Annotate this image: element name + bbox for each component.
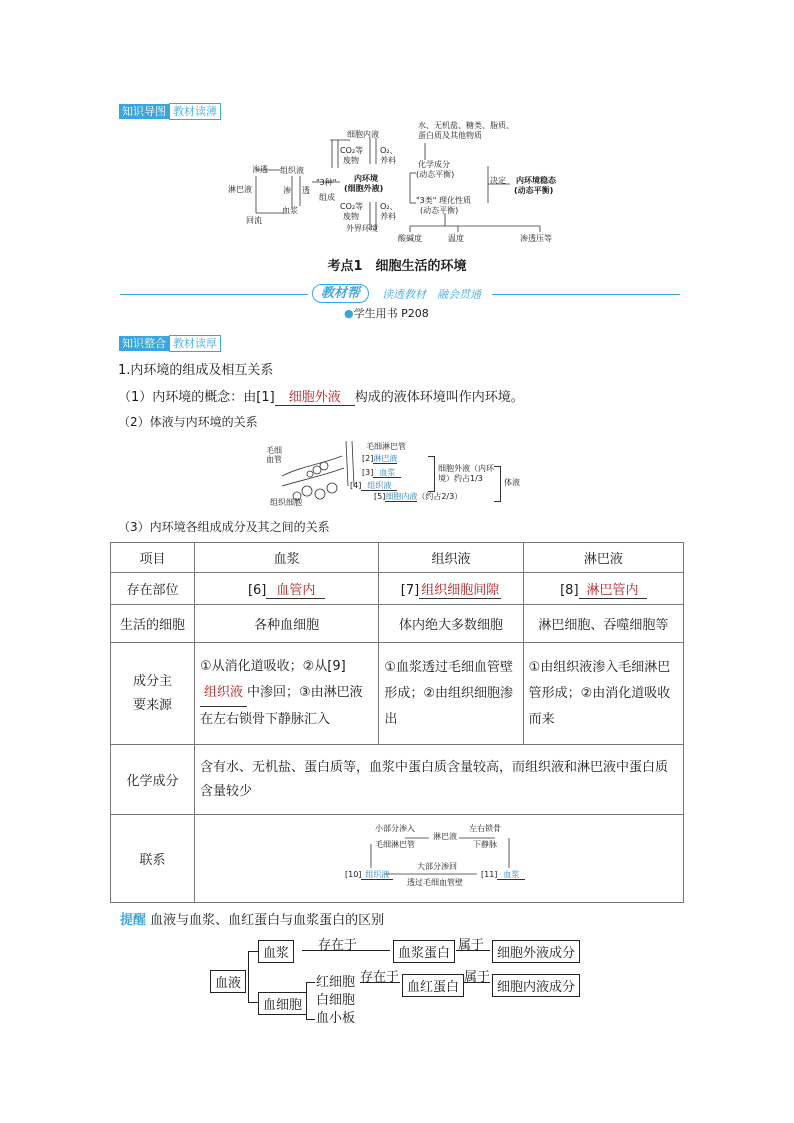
section-title: 考点1 细胞生活的环境 [327, 259, 467, 274]
student-book-ref [344, 305, 429, 321]
label-return-flow: 回流 [246, 216, 262, 225]
brace-body [494, 466, 501, 502]
label-platelet: 血小板 [316, 1011, 356, 1026]
label-through-short: 透 [302, 186, 310, 195]
fluid-row-5 [374, 492, 462, 502]
table-row-location [111, 573, 684, 605]
label-o2-top: O₂、 [380, 146, 398, 155]
num-5: [5] [374, 492, 386, 501]
label-seep-short: 渗 [283, 186, 291, 195]
cell-plasma-source [195, 643, 379, 745]
label-lymph: 淋巴液 [228, 185, 252, 194]
paragraph-2: （2）体液与内环境的关系 [118, 415, 258, 429]
table-row-link [111, 815, 684, 903]
cell-link [195, 815, 684, 903]
cell-lymph-source: ①由组织液渗入毛细淋巴管形成；②由消化道吸收而来 [523, 643, 683, 745]
link-row-10 [345, 870, 393, 880]
label-rbc: 红细胞 [316, 975, 356, 990]
header-lymph: 淋巴液 [523, 543, 683, 573]
label-compose: 组成 [319, 193, 335, 202]
header-tissue: 组织液 [379, 543, 523, 573]
header-plasma: 血浆 [195, 543, 379, 573]
label-dyn-balance-1: (动态平衡) [416, 170, 455, 179]
link-lymph-cap: 毛细淋巴管 [375, 839, 415, 849]
cell-chem: 含有水、无机盐、蛋白质等，血浆中蛋白质含量较高，而组织液和淋巴液中蛋白质含量较少 [195, 745, 684, 815]
label-exists-1: 存在于 [318, 938, 358, 953]
fluid-row-4 [350, 481, 397, 491]
cell-lymph-cells: 淋巴细胞、吞噬细胞等 [523, 605, 683, 643]
knowledge-integration-tag [119, 332, 221, 352]
label-homeostasis: 内环境稳态 [516, 176, 556, 185]
num-4: [4] [350, 481, 362, 490]
label-o2-bottom: O₂、 [380, 202, 398, 211]
answer-9: 组织液 [200, 680, 247, 707]
reminder-title: 血液与血浆、血红蛋白与血浆蛋白的区别 [150, 913, 385, 928]
box-blood-cells: 血细胞 [258, 992, 307, 1015]
paragraph-3: （3）内环境各组成成分及其之间的关系 [118, 520, 330, 534]
label-waste-top: 废物 [343, 156, 359, 165]
textbook-banner [120, 284, 680, 304]
label-three-kinds: "3种" [316, 178, 337, 187]
answer-5: 细胞内液 [385, 492, 418, 501]
label-osmotic: 渗透压等 [520, 234, 552, 243]
box-int-comp: 细胞内液成分 [492, 974, 580, 997]
label-substances-2: 蛋白质及其他物质 [418, 131, 482, 140]
num-2: [2] [362, 454, 374, 463]
table-row-chem [111, 745, 684, 815]
label-waste-bottom: 废物 [343, 212, 359, 221]
answer-7: 组织细胞间隙 [419, 579, 501, 599]
link-left-right: 左右锁骨 [469, 823, 501, 833]
mind-map [220, 118, 580, 248]
link-lymph: 淋巴液 [433, 831, 457, 841]
p1-pre: （1）内环境的概念：由[1] [118, 390, 275, 405]
banner-title: 教材帮 [312, 284, 369, 303]
reminder-heading [120, 909, 384, 928]
answer-8: 淋巴管内 [579, 579, 647, 599]
banner-subtitle: 读透教材 融会贯通 [382, 288, 481, 301]
label-dyn-balance-3: (动态平衡) [514, 186, 554, 195]
label-source: 成分主要来源 [111, 643, 195, 745]
link-arrows [195, 816, 683, 902]
label-nutrient-bottom: 养料 [380, 212, 396, 221]
link-row-11 [481, 870, 525, 880]
paragraph-1 [118, 386, 524, 406]
link-most-back: 大部分渗回 [417, 861, 457, 871]
label-three-props: "3类" 理化性质 [416, 196, 471, 205]
label-ph: 酸碱度 [398, 234, 422, 243]
label-co2-bottom: CO₂等 [340, 202, 364, 211]
label-link: 联系 [111, 815, 195, 903]
label-belongs-2: 属于 [464, 970, 491, 985]
box-blood: 血液 [210, 970, 246, 993]
label-ext-2: 境）约占1/3 [438, 474, 483, 483]
knowledge-map-tag [119, 100, 221, 120]
answer-10: 组织液 [361, 870, 393, 880]
comparison-table [110, 542, 684, 903]
ref-bullet-icon: ● [344, 307, 354, 320]
tag-integration: 知识整合 [119, 336, 169, 351]
plasma-source-pre: ①从消化道吸收；②从[9] [200, 659, 346, 674]
num-8: [8] [560, 582, 579, 598]
num-10: [10] [345, 869, 362, 879]
cell-plasma-cells: 各种血细胞 [195, 605, 379, 643]
answer-3: 血浆 [373, 468, 401, 478]
banner-line-left [120, 294, 308, 295]
brace-cells [306, 982, 315, 1020]
label-temp: 温度 [448, 234, 464, 243]
label-tissue-cell: 组织细胞 [270, 498, 302, 507]
link-through-wall: 透过毛细血管壁 [407, 877, 463, 887]
answer-11: 血浆 [497, 870, 525, 880]
answer-6: 血管内 [266, 579, 325, 599]
box-plasma: 血浆 [258, 940, 294, 963]
label-chem-comp: 化学成分 [418, 160, 450, 169]
p1-post: 构成的液体环境叫作内环境。 [354, 390, 524, 405]
table-header-row [111, 543, 684, 573]
label-seep: 渗透 [252, 165, 268, 174]
label-dyn-balance-2: (动态平衡) [420, 206, 459, 215]
banner-line-right [492, 294, 680, 295]
num-6: [6] [247, 582, 267, 598]
label-ext-1: 细胞外液（内环 [438, 464, 494, 473]
label-belongs-1: 属于 [458, 938, 485, 953]
answer-4: 组织液 [361, 481, 397, 491]
box-ext-comp: 细胞外液成分 [492, 940, 580, 963]
table-row-cells [111, 605, 684, 643]
cell-tissue-cells: 体内绝大多数细胞 [379, 605, 523, 643]
blood-cell-list [316, 974, 355, 1028]
tag-textbook-thick: 教材读厚 [169, 335, 221, 352]
label-wbc: 白细胞 [316, 993, 356, 1008]
tag-textbook-thin: 教材读薄 [169, 103, 221, 120]
brace-ext [428, 456, 435, 492]
box-plasma-protein: 血浆蛋白 [393, 940, 455, 963]
header-item: 项目 [111, 543, 195, 573]
plasma-source-post: 中渗回；③由淋巴液在左右锁骨下静脉汇入 [200, 685, 363, 727]
cell-lymph-location [523, 573, 683, 605]
label-body-fluid: 体液 [504, 478, 520, 487]
heading-1: 1.内环境的组成及相互关系 [118, 363, 274, 378]
label-internal-env: 内环境 [354, 174, 378, 183]
fluid-row-2 [362, 454, 397, 464]
label-substances-1: 水、无机盐、糖类、脂质、 [418, 121, 514, 130]
num-3: [3] [362, 468, 374, 477]
answer-1: 细胞外液 [275, 386, 355, 406]
link-vein: 下静脉 [473, 839, 497, 849]
cell-plasma-location [195, 573, 379, 605]
label-cell-internal: 细胞内液 [347, 130, 379, 139]
reminder-diagram [210, 936, 590, 1028]
label-plasma: 血浆 [282, 206, 298, 215]
label-exists-2: 存在于 [360, 970, 400, 985]
cell-tissue-location [379, 573, 523, 605]
label-nutrient-top: 养料 [380, 156, 396, 165]
reminder-tag: 提醒 [120, 913, 147, 928]
label-chem: 化学成分 [111, 745, 195, 815]
label-decide: 决定 [490, 176, 506, 185]
label-co2-top: CO₂等 [340, 146, 364, 155]
cell-tissue-source: ①血浆透过毛细血管壁形成；②由组织细胞渗出 [379, 643, 523, 745]
label-capillary: 毛细 血管 [266, 446, 282, 464]
table-row-source [111, 643, 684, 745]
body-fluid-diagram [262, 436, 522, 510]
fluid-row-3 [362, 468, 401, 478]
answer-2: 淋巴液 [373, 454, 398, 463]
tag-knowledge-map: 知识导图 [119, 104, 169, 119]
num-11: [11] [481, 869, 498, 879]
label-cells: 生活的细胞 [111, 605, 195, 643]
label-extracellular: (细胞外液) [344, 184, 384, 193]
label-tissue-fluid: 组织液 [280, 166, 304, 175]
num-7: [7] [400, 582, 420, 598]
label-location: 存在部位 [111, 573, 195, 605]
box-hemoglobin: 血红蛋白 [402, 974, 464, 997]
label-int-frac: （约占2/3） [417, 492, 463, 501]
link-small-seep: 小部分渗入 [375, 823, 415, 833]
ref-text: 学生用书 P208 [353, 307, 429, 320]
link-diagram [195, 816, 683, 902]
label-lymph-capillary: 毛细淋巴管 [366, 442, 406, 451]
label-external-env: 外界环境 [346, 224, 378, 233]
